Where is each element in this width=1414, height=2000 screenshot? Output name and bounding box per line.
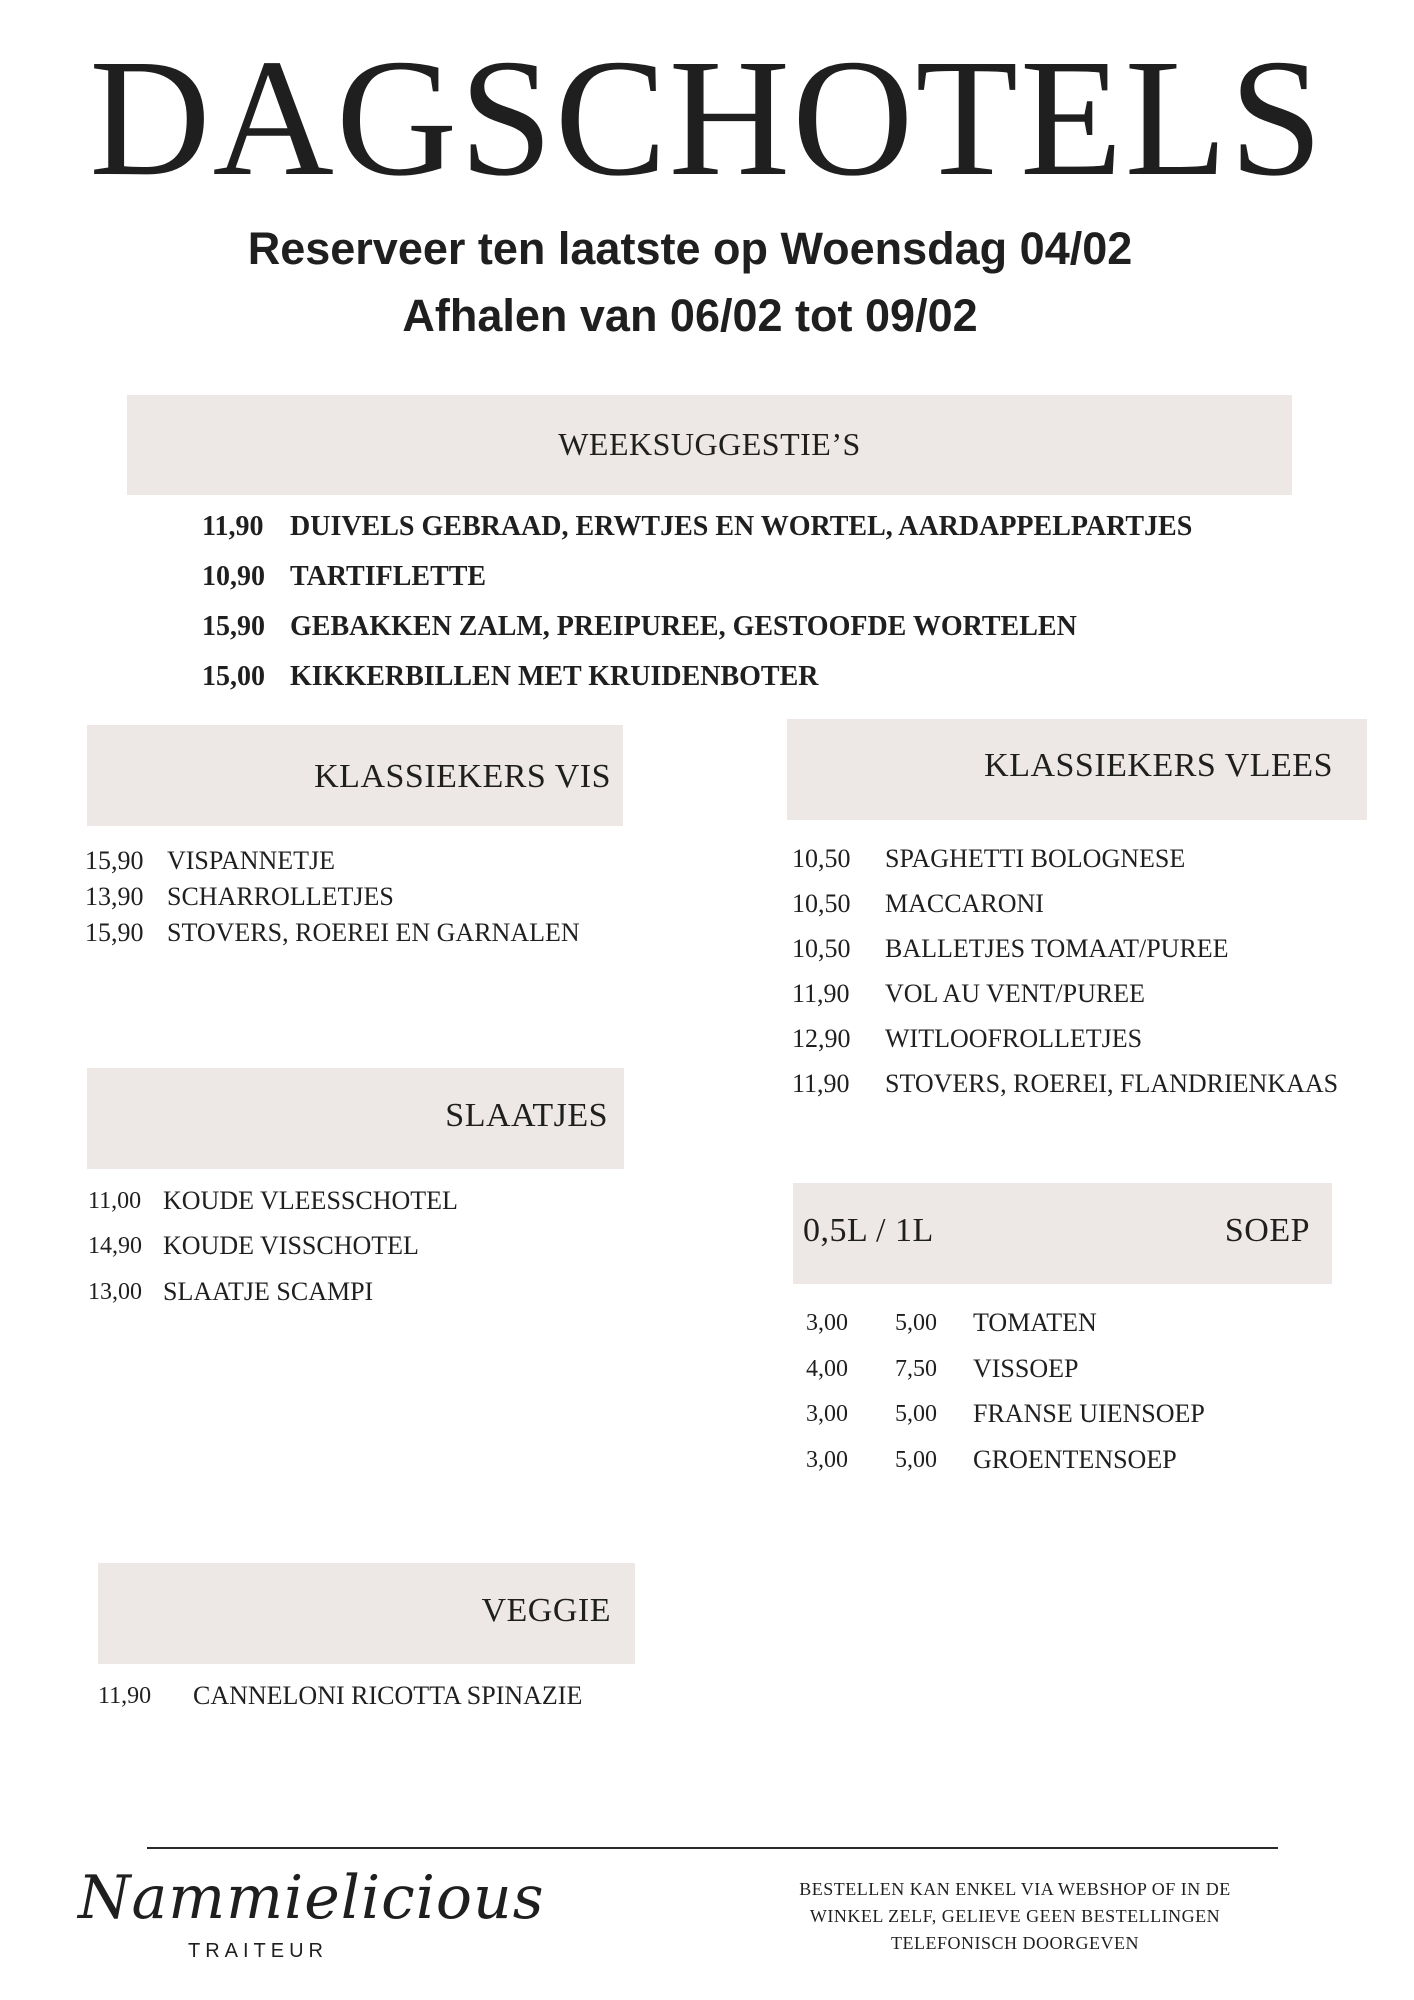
item-price-small: 3,00 [806,1401,848,1427]
item-price-large: 5,00 [895,1401,937,1427]
soep-heading: SOEP [1224,1212,1310,1249]
item-price-small: 4,00 [806,1356,848,1382]
item-price: 10,90 [202,561,265,592]
klassiekers-vlees-header [787,719,1367,820]
item-name: GEBAKKEN ZALM, PREIPUREE, GESTOOFDE WORTELEN [290,611,1077,642]
soep-header [793,1183,1332,1284]
item-price-small: 3,00 [806,1310,848,1336]
item-name: WITLOOFROLLETJES [885,1024,1143,1053]
item-name: GROENTENSOEP [973,1445,1177,1474]
footer-divider [147,1847,1278,1849]
item-name: SPAGHETTI BOLOGNESE [885,844,1186,873]
item-price: 13,00 [88,1279,142,1305]
slaatjes-heading: SLAATJES [445,1097,608,1134]
logo-name: Nammielicious [78,1863,545,1933]
item-price-large: 5,00 [895,1310,937,1336]
item-name: VOL AU VENT/PUREE [885,979,1145,1008]
item-name: TARTIFLETTE [290,561,487,592]
item-price: 14,90 [88,1233,142,1259]
page-title: DAGSCHOTELS [89,25,1325,211]
item-name: SCHARROLLETJES [167,882,394,911]
item-price: 13,90 [85,882,144,911]
item-name: BALLETJES TOMAAT/PUREE [885,934,1229,963]
item-price: 10,50 [792,934,851,963]
item-price: 15,90 [202,611,265,642]
veggie-header [98,1563,635,1664]
item-name: VISSOEP [973,1354,1079,1383]
item-price-small: 3,00 [806,1447,848,1473]
order-note [745,1876,1285,1957]
item-name: MACCARONI [885,889,1044,918]
item-name: FRANSE UIENSOEP [973,1399,1205,1428]
item-price: 10,50 [792,889,851,918]
item-price: 11,90 [792,979,850,1008]
item-name: STOVERS, ROEREI, FLANDRIENKAAS [885,1069,1339,1098]
item-name: KOUDE VISSCHOTEL [163,1231,419,1260]
item-price: 11,90 [98,1683,152,1709]
item-price-large: 5,00 [895,1447,937,1473]
item-name: CANNELONI RICOTTA SPINAZIE [193,1681,583,1710]
item-name: DUIVELS GEBRAAD, ERWTJES EN WORTEL, AARDAPPELPARTJES [290,511,1193,542]
item-price: 15,90 [85,846,144,875]
item-price: 15,90 [85,918,144,947]
order-note-line-2: WINKEL ZELF, GELIEVE GEEN BESTELLINGEN [809,1906,1221,1926]
item-name: TOMATEN [973,1308,1097,1337]
logo-subtitle: TRAITEUR [188,1940,328,1962]
logo [78,1863,545,1973]
soep-sizes: 0,5L / 1L [803,1212,934,1249]
weeksuggesties-header [127,395,1292,495]
item-price: 15,00 [202,661,265,692]
veggie-heading: VEGGIE [481,1592,611,1629]
klassiekers-vlees-heading: KLASSIEKERS VLEES [984,747,1333,784]
item-name: KIKKERBILLEN MET KRUIDENBOTER [290,661,819,692]
item-name: KOUDE VLEESSCHOTEL [163,1186,458,1215]
item-price: 11,90 [792,1069,850,1098]
klassiekers-vis-header [87,725,623,826]
subtitle-reserve: Reserveer ten laatste op Woensdag 04/02 [247,223,1133,274]
order-note-line-3: TELEFONISCH DOORGEVEN [891,1933,1139,1953]
item-price-large: 7,50 [895,1356,937,1382]
klassiekers-vis-heading: KLASSIEKERS VIS [314,758,611,795]
item-price: 12,90 [792,1024,851,1053]
slaatjes-header [87,1068,624,1169]
subtitle-pickup: Afhalen van 06/02 tot 09/02 [402,290,978,341]
item-name: VISPANNETJE [167,846,336,875]
weeksuggesties-heading: WEEKSUGGESTIE’S [558,426,861,462]
item-name: SLAATJE SCAMPI [163,1277,374,1306]
item-price: 11,00 [88,1188,142,1214]
item-name: STOVERS, ROEREI EN GARNALEN [167,918,580,947]
item-price: 10,50 [792,844,851,873]
item-price: 11,90 [202,511,264,542]
order-note-line-1: BESTELLEN KAN ENKEL VIA WEBSHOP OF IN DE [799,1879,1231,1899]
